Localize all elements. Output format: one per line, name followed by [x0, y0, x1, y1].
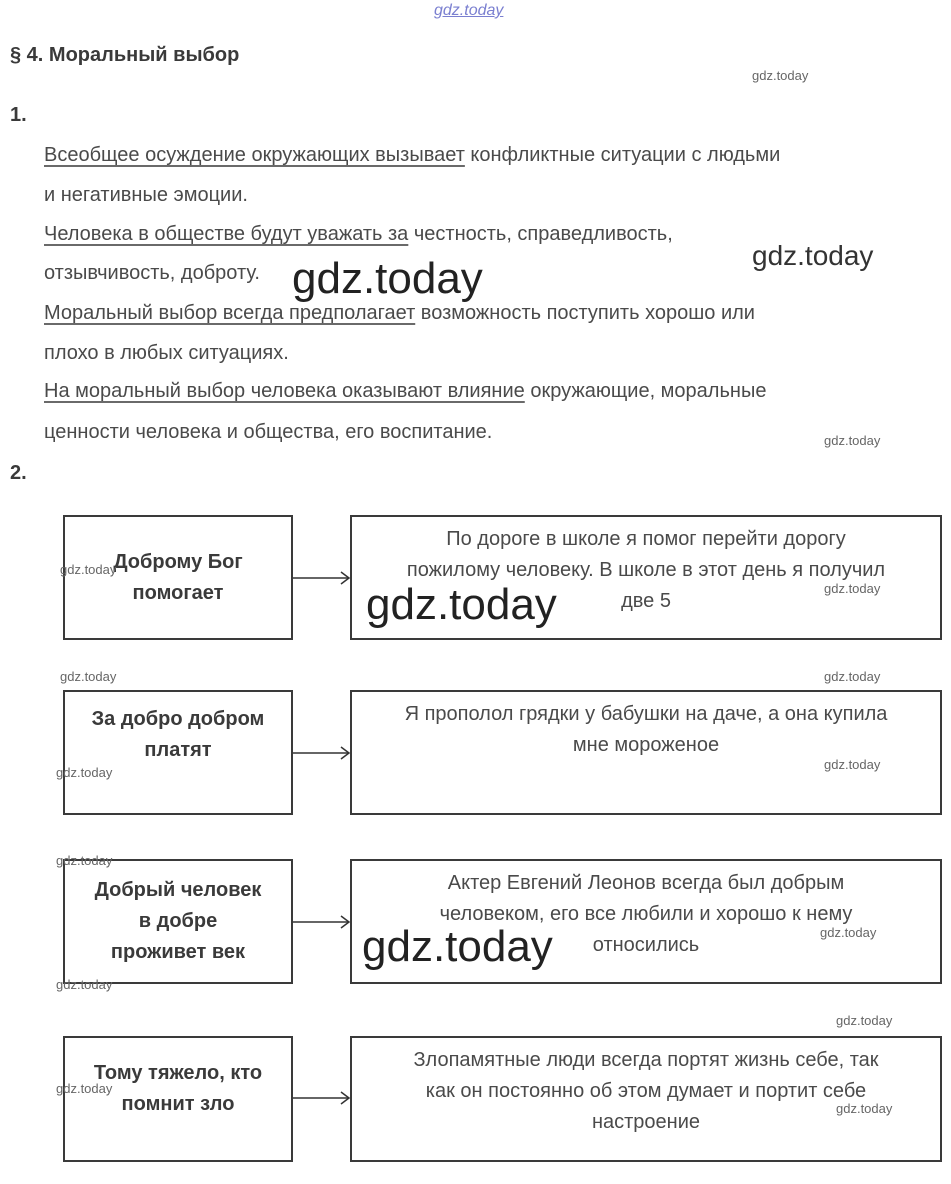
sentence-1-line-1	[44, 144, 780, 167]
sentence-2-line-2: отзывчивость, доброту.	[44, 262, 260, 284]
proverb-line: проживет век	[110, 941, 246, 963]
example-line: настроение	[591, 1111, 701, 1133]
proverb-box	[63, 690, 293, 815]
example-line: Злопамятные люди всегда портят жизнь себе, так	[413, 1049, 879, 1071]
watermark: gdz.today	[824, 581, 881, 596]
example-line: человеком, его все любили и хорошо к нему	[439, 903, 853, 925]
task-number-1: 1.	[10, 104, 27, 126]
watermark: gdz.today	[56, 765, 113, 780]
arrow-icon	[293, 1090, 353, 1106]
proverb-line: платят	[144, 738, 212, 761]
watermark: gdz.today	[60, 669, 117, 684]
sentence-text: честность, справедливость,	[408, 223, 673, 245]
sentence-2-line-1	[44, 223, 673, 246]
example-line: Я прополол грядки у бабушки на даче, а она купила	[404, 703, 888, 725]
example-line: две 5	[621, 590, 671, 612]
watermark: gdz.today	[824, 669, 881, 684]
sentence-4-line-1	[44, 380, 766, 403]
underlined-phrase: На моральный выбор человека оказывают влияние	[44, 380, 525, 402]
arrow-icon	[293, 745, 353, 761]
watermark: gdz.today	[820, 925, 877, 940]
watermark: gdz.today	[366, 580, 557, 629]
sentence-text: возможность поступить хорошо или	[415, 302, 755, 324]
watermark: gdz.today	[836, 1013, 893, 1028]
proverb-box	[63, 1036, 293, 1162]
example-box	[350, 1036, 942, 1162]
watermark: gdz.today	[56, 853, 113, 868]
watermark: gdz.today	[836, 1101, 893, 1116]
sentence-text: окружающие, моральные	[524, 380, 767, 402]
underlined-phrase: Моральный выбор всегда предполагает	[44, 302, 416, 324]
sentence-text: конфликтные ситуации с людьми	[464, 144, 781, 166]
example-line: относились	[592, 934, 700, 956]
arrow-icon	[293, 570, 353, 586]
watermark: gdz.today	[56, 977, 113, 992]
underlined-phrase: Человека в обществе будут уважать за	[44, 223, 409, 245]
proverb-line: в добре	[138, 910, 218, 932]
sentence-3-line-2: плохо в любых ситуациях.	[44, 342, 289, 364]
example-line: пожилому человеку. В школе в этот день я получил	[406, 559, 886, 581]
sentence-4-line-2: ценности человека и общества, его воспитание.	[44, 421, 493, 443]
watermark: gdz.today	[292, 254, 483, 303]
proverb-line: За добро добром	[91, 707, 265, 730]
sentence-1-line-2: и негативные эмоции.	[44, 184, 248, 206]
watermark-top: gdz.today	[434, 2, 504, 19]
example-line: как он постоянно об этом думает и портит себе	[425, 1080, 867, 1102]
watermark: gdz.today	[752, 240, 874, 271]
task-number-2: 2.	[10, 462, 27, 484]
watermark: gdz.today	[56, 1081, 113, 1096]
proverb-line: Тому тяжело, кто	[93, 1062, 263, 1084]
proverb-line: помнит зло	[121, 1093, 235, 1115]
watermark: gdz.today	[752, 68, 809, 83]
arrow-icon	[293, 914, 353, 930]
underlined-phrase: Всеобщее осуждение окружающих вызывает	[44, 144, 465, 166]
proverb-line: Добрый человек	[94, 879, 262, 901]
example-box	[350, 690, 942, 815]
watermark: gdz.today	[60, 562, 117, 577]
example-line: По дороге в школе я помог перейти дорогу	[446, 528, 846, 550]
sentence-3-line-1	[44, 302, 755, 325]
proverb-box	[63, 859, 293, 984]
example-line: мне мороженое	[572, 734, 720, 756]
section-title: § 4. Моральный выбор	[10, 44, 240, 66]
example-line: Актер Евгений Леонов всегда был добрым	[447, 872, 845, 894]
proverb-box	[63, 515, 293, 640]
proverb-line: помогает	[132, 581, 224, 604]
watermark: gdz.today	[824, 433, 881, 448]
watermark: gdz.today	[362, 922, 553, 971]
proverb-line: Доброму Бог	[113, 550, 243, 573]
watermark: gdz.today	[824, 757, 881, 772]
